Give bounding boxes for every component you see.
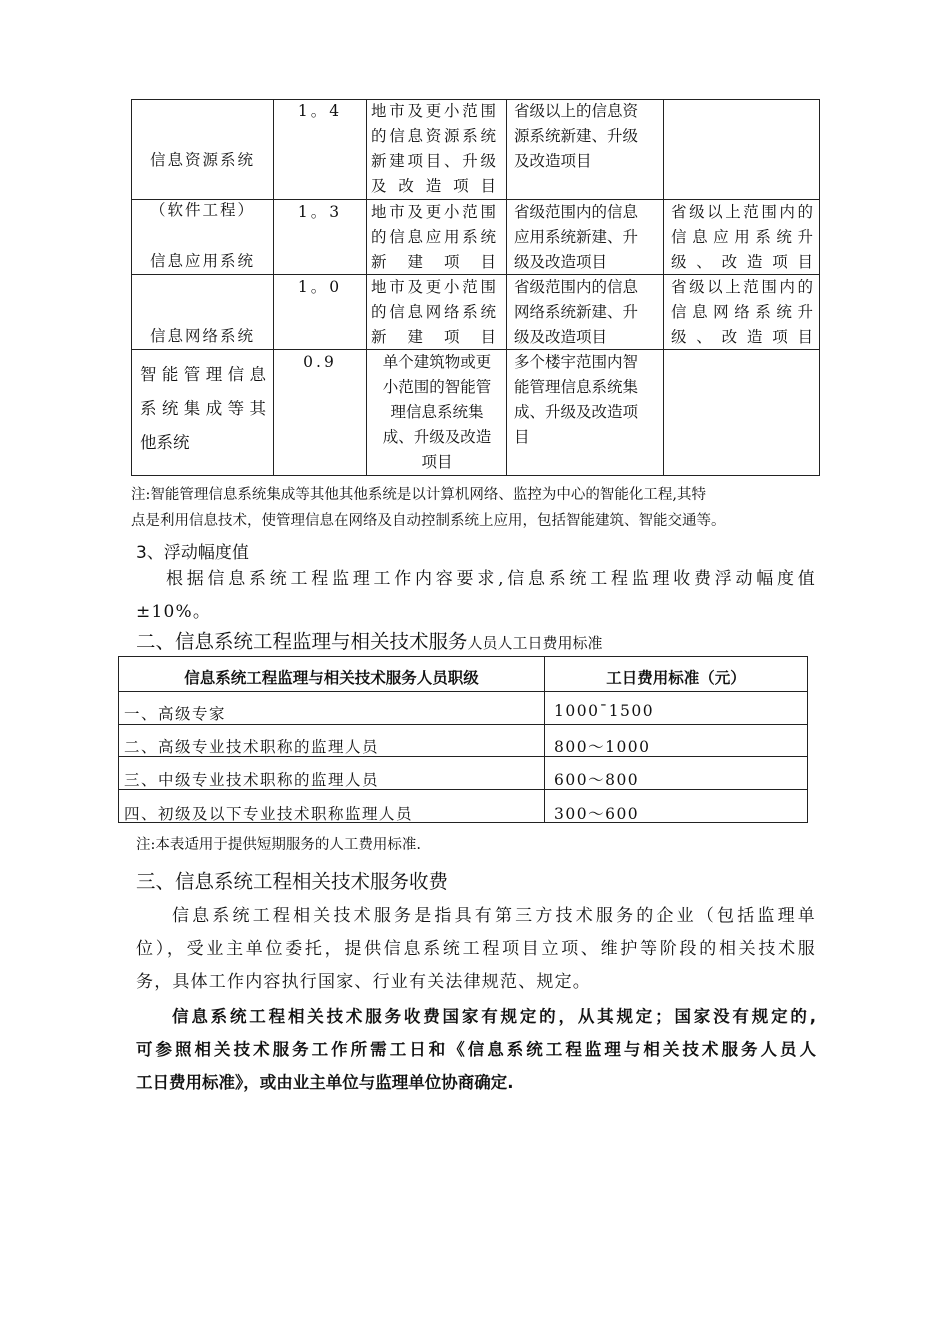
row4-coefficient: 0.9 (303, 353, 337, 371)
table2-note: 注:本表适用于提供短期服务的人工费用标准. (136, 837, 421, 853)
row1-scope-city: 地市及更小范围 的信息资源系统 新建项目、升级 及改造项目 (371, 102, 496, 195)
row1-name: 信息资源系统 （软件工程） (149, 151, 255, 219)
table2-level-1: 一、高级专家 (124, 705, 227, 723)
section-3-paragraph: 根据信息系统工程监理工作内容要求,信息系统工程监理收费浮动幅度值 ±10%。 (136, 569, 816, 622)
row2-scope-province: 省级范围内的信息 应用系统新建、升 级及改造项目 (514, 203, 639, 271)
table1-note: 注:智能管理信息系统集成等其他其他系统是以计算机网络、监控为中心的智能化工程,其特 点是利用信息技术，使管理信息在网络及自动控制系统上应用，包括智能建筑、智能交通等。 (131, 487, 726, 529)
table2-header-fee: 工日费用标准（元） (606, 669, 746, 687)
table2-fee-1: 1000¯1500 (554, 702, 655, 720)
row2-scope-city: 地市及更小范围 的信息应用系统 新建项目 (371, 203, 496, 271)
row1-scope-province: 省级以上的信息资 源系统新建、升级 及改造项目 (514, 102, 639, 170)
daily-fee-table (118, 656, 808, 823)
row2-scope-above-province: 省级以上范围内的 信息应用系统升 级、改造项目 (671, 203, 813, 271)
row3-scope-above-province: 省级以上范围内的 信息网络系统升 级、改造项目 (671, 278, 813, 346)
heading-3: 三、信息系统工程相关技术服务收费 (136, 870, 449, 893)
table2-level-3: 三、中级专业技术职称的监理人员 (124, 771, 380, 789)
row3-name: 信息网络系统 (149, 327, 255, 345)
pricing-rule-paragraph: 信息系统工程相关技术服务收费国家有规定的，从其规定；国家没有规定的, 可参照相关技术服务工作所需工日和《信息系统工程监理与相关技术服务人员人 工日费用标准》，或由业主单位与监理单位协商确定. (136, 1007, 816, 1092)
row3-coefficient: 1。0 (297, 278, 343, 296)
table2-fee-3: 600～800 (554, 771, 640, 789)
row3-scope-province: 省级范围内的信息 网络系统新建、升 级及改造项目 (514, 278, 639, 346)
row3-scope-city: 地市及更小范围 的信息网络系统 新建项目 (371, 278, 496, 346)
service-category-table (131, 99, 820, 476)
row2-name: 信息应用系统 (149, 252, 255, 270)
services-paragraph: 信息系统工程相关技术服务是指具有第三方技术服务的企业（包括监理单 位），受业主单位委托，提供信息系统工程项目立项、维护等阶段的相关技术服 务，具体工作内容执行国家、行业有关法律规范、规定。 (136, 906, 816, 992)
row2-coefficient: 1。3 (297, 203, 343, 221)
section-3-title: 3、浮动幅度值 (136, 543, 249, 563)
table2-header-level: 信息系统工程监理与相关技术服务人员职级 (184, 669, 479, 687)
table2-fee-2: 800～1000 (554, 738, 651, 756)
row4-scope-building: 单个建筑物或更 小范围的智能管 理信息系统集 成、升级及改造 项目 (382, 353, 492, 471)
heading-2: 二、信息系统工程监理与相关技术服务人员人工日费用标准 (136, 630, 603, 653)
table2-level-4: 四、初级及以下专业技术职称监理人员 (124, 805, 414, 823)
row4-name: 智能管理信息 系统集成等其 他系统 (140, 365, 266, 452)
table2-fee-4: 300～600 (554, 805, 640, 823)
table2-level-2: 二、高级专业技术职称的监理人员 (124, 738, 380, 756)
row4-scope-multi-building: 多个楼宇范围内智 能管理信息系统集 成、升级及改造项 目 (514, 353, 639, 446)
row1-coefficient: 1。4 (297, 102, 343, 120)
